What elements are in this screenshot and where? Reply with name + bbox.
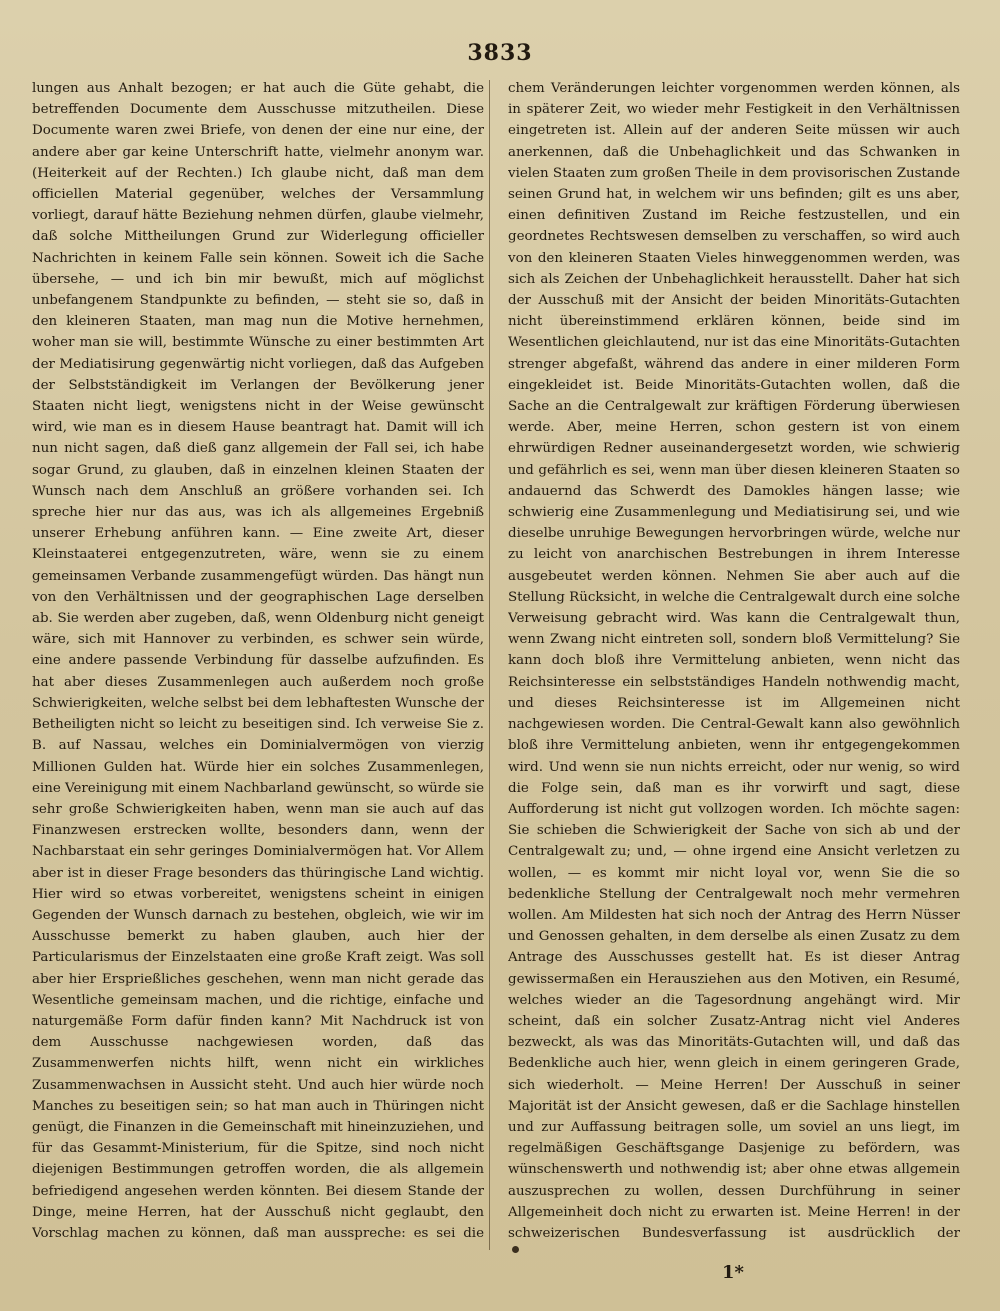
column-divider — [489, 80, 490, 1250]
printer-dot-mark — [512, 1246, 519, 1253]
text-column-right: chem Veränderungen leichter vorgenommen werden können, als in späterer Zeit, wo wieder mehr Festigkeit in den Verhältnissen eingetreten ist. Allein auf der anderen Seite müssen wir auch anerkennen, daß die Unbehaglichkeit und das Schwanken in vielen Staaten zum großen Theile in dem provisorischen Zustande seinen Grund hat, in welchem wir uns befinden; gilt es uns aber, einen definitiven Zustand im Reiche festzustellen, und ein geordnetes Rechtswesen demselben zu verschaffen, so wird auch von den kleineren Staaten Vieles hinweggenommen werden, was sich als Zeichen der Unbehaglichkeit herausstellt. Daher hat sich der Ausschuß mit der Ansicht der beiden Minoritäts-Gutachten nicht übereinstimmend erklären können, beide sind im Wesentlichen gleichlautend, nur ist das eine Minoritäts-Gutachten strenger abgefaßt, während das andere in einer milderen Form eingekleidet ist. Beide Minoritäts-Gutachten wollen, daß die Sache an die Centralgewalt zur kräftigen Förderung überwiesen werde. Aber, meine Herren, schon gestern ist von einem ehrwürdigen Redner auseinandergesetzt worden, wie schwierig und gefährlich es sei, wenn man über diesen kleineren Staaten so andauernd das Schwerdt des Damokles hängen lasse; wie schwierig eine Zusammenlegung und Mediatisirung sei, und wie dieselbe unruhige Bewegungen hervorbringen würde, welche nur zu leicht von anarchischen Bestrebungen in ihrem Interesse ausgebeutet werden können. Nehmen Sie aber auch auf die Stellung Rücksicht, in welche die Centralgewalt durch eine solche Verweisung gebracht wird. Was kann die Centralgewalt thun, wenn Zwang nicht eintreten soll, sondern bloß Vermittelung? Sie kann doch bloß ihre Vermittelung anbieten, wenn nicht das Reichsinteresse ein selbstständiges Handeln nothwendig macht, und dieses Reichsinteresse ist im Allgemeinen nicht nachgewiesen worden. Die Central-Gewalt kann also gewöhnlich bloß ihre Vermittelung anbieten, wenn ihr entgegengekommen wird. Und wenn sie nun nichts erreicht, oder nur wenig, so wird die Folge sein, daß man es ihr vorwirft und sagt, diese Aufforderung ist nicht gut vollzogen worden. Ich möchte sagen: Sie schieben die Schwierigkeit der Sache von sich ab und der Centralgewalt zu; und, — ohne irgend eine Ansicht verletzen zu wollen, — es kommt mir nicht loyal vor, wenn Sie die so bedenkliche Stellung der Centralgewalt noch mehr vermehren wollen. Am Mildesten hat sich noch der Antrag des Herrn Nüsser und Genossen gehalten, in dem derselbe als einen Zusatz zu dem Antrage des Ausschusses gestellt hat. Es ist dieser Antrag gewissermaßen ein Herausziehen aus den Motiven, ein Resumé, welches wieder an die Tagesordnung angehängt wird. Mir scheint, daß ein solcher Zusatz-Antrag nicht viel Anderes bezweckt, als was das Minoritäts-Gutachten will, und daß das Bedenkliche auch hier, wenn gleich in einem geringeren Grade, sich wiederholt. — Meine Herren! Der Ausschuß in seiner Majorität ist der Ansicht gewesen, daß er die Sachlage hinstellen und zur Auffassung beitragen solle, um soviel an uns liegt, im regelmäßigen Geschäftsgange Dasjenige zu befördern, was wünschenswerth und nothwendig ist; aber ohne etwas allgemein auszusprechen zu wollen, dessen Durchführung in seiner Allgemeinheit doch nicht zu erwarten ist. Meine Herren! in der schweizerischen Bundesverfassung ist ausdrücklich der — [508, 81, 960, 1241]
page-number: 3833 — [467, 40, 533, 66]
signature-mark: 1* — [722, 1262, 744, 1283]
text-column-left: lungen aus Anhalt bezogen; er hat auch die Güte gehabt, die betreffenden Documente dem Ausschusse mitzutheilen. Diese Documente waren zwei Briefe, von denen der eine nur eine, der andere aber gar keine Unterschrift hatte, vielmehr anonym war. (Heiterkeit auf der Rechten.) Ich glaube nicht, daß man dem officiellen Material gegenüber, welches der Versammlung vorliegt, darauf hätte Beziehung nehmen dürfen, glaube vielmehr, daß solche Mittheilungen Grund zur Widerlegung officieller Nachrichten in keinem Falle sein können. Soweit ich die Sache übersehe, — und ich bin mir bewußt, mich auf möglichst unbefangenem Standpunkte zu befinden, — steht sie so, daß in den kleineren Staaten, man mag nun die Motive hernehmen, woher man sie will, bestimmte Wünsche zu einer bestimmten Art der Mediatisirung gegenwärtig nicht vorliegen, daß das Aufgeben der Selbstständigkeit im Verlangen der Bevölkerung jener Staaten nicht liegt, wenigstens nicht in der Weise gewünscht wird, wie man es in diesem Hause beantragt hat. Damit will ich nun nicht sagen, daß dieß ganz allgemein der Fall sei, ich habe sogar Grund, zu glauben, daß in einzelnen kleinen Staaten der Wunsch nach dem Anschluß an größere vorhanden sei. Ich spreche hier nur das aus, was ich als allgemeines Ergebniß unserer Erhebung anführen kann. — Eine zweite Art, dieser Kleinstaaterei entgegenzutreten, wäre, wenn sie zu einem gemeinsamen Verbande zusammengefügt würden. Das hängt nun von den Verhältnissen und der geographischen Lage derselben ab. Sie werden aber zugeben, daß, wenn Oldenburg nicht geneigt wäre, sich mit Hannover zu verbinden, es schwer sein würde, eine andere passende Verbindung für dasselbe aufzufinden. Es hat aber dieses Zusammenlegen auch außerdem noch große Schwierigkeiten, welche selbst bei dem lebhaftesten Wunsche der Betheiligten nicht so leicht zu beseitigen sind. Ich verweise Sie z. B. auf Nassau, welches ein Dominialvermögen von vierzig Millionen Gulden hat. Würde hier ein solches Zusammenlegen, eine Vereinigung mit einem Nachbarland gewünscht, so würde sie sehr große Schwierigkeiten haben, wenn man sie auch auf das Finanzwesen erstrecken wollte, besonders dann, wenn der Nachbarstaat ein sehr geringes Dominialvermögen hat. Vor Allem aber ist in dieser Frage besonders das thüringische Land wichtig. Hier wird so etwas vorbereitet, wenigstens scheint in einigen Gegenden der Wunsch darnach zu bestehen, obgleich, wie wir im Ausschusse bemerkt zu haben glauben, auch hier der Particularismus der Einzelstaaten eine große Kraft zeigt. Was soll aber hier Ersprießliches geschehen, wenn man nicht gerade das Wesentliche gemeinsam machen, und die richtige, einfache und naturgemäße Form dafür finden kann? Mit Nachdruck ist von dem Ausschusse nachgewiesen worden, daß das Zusammenwerfen nichts hilft, wenn nicht ein wirkliches Zusammenwachsen in Aussicht steht. Und auch hier würde noch Manches zu beseitigen sein; so hat man auch in Thüringen nicht genügt, die Finanzen in die Gemeinschaft mit hineinzuziehen, und für das Gesammt-Ministerium, für die Spitze, sind noch nicht diejenigen Bestimmungen getroffen worden, die als allgemein befriedigend angesehen werden könnten. Bei diesem Stande der Dinge, meine Herren, hat der Ausschuß nicht geglaubt, den Vorschlag machen zu können, daß man ausspreche: es sei die — [32, 81, 484, 1241]
